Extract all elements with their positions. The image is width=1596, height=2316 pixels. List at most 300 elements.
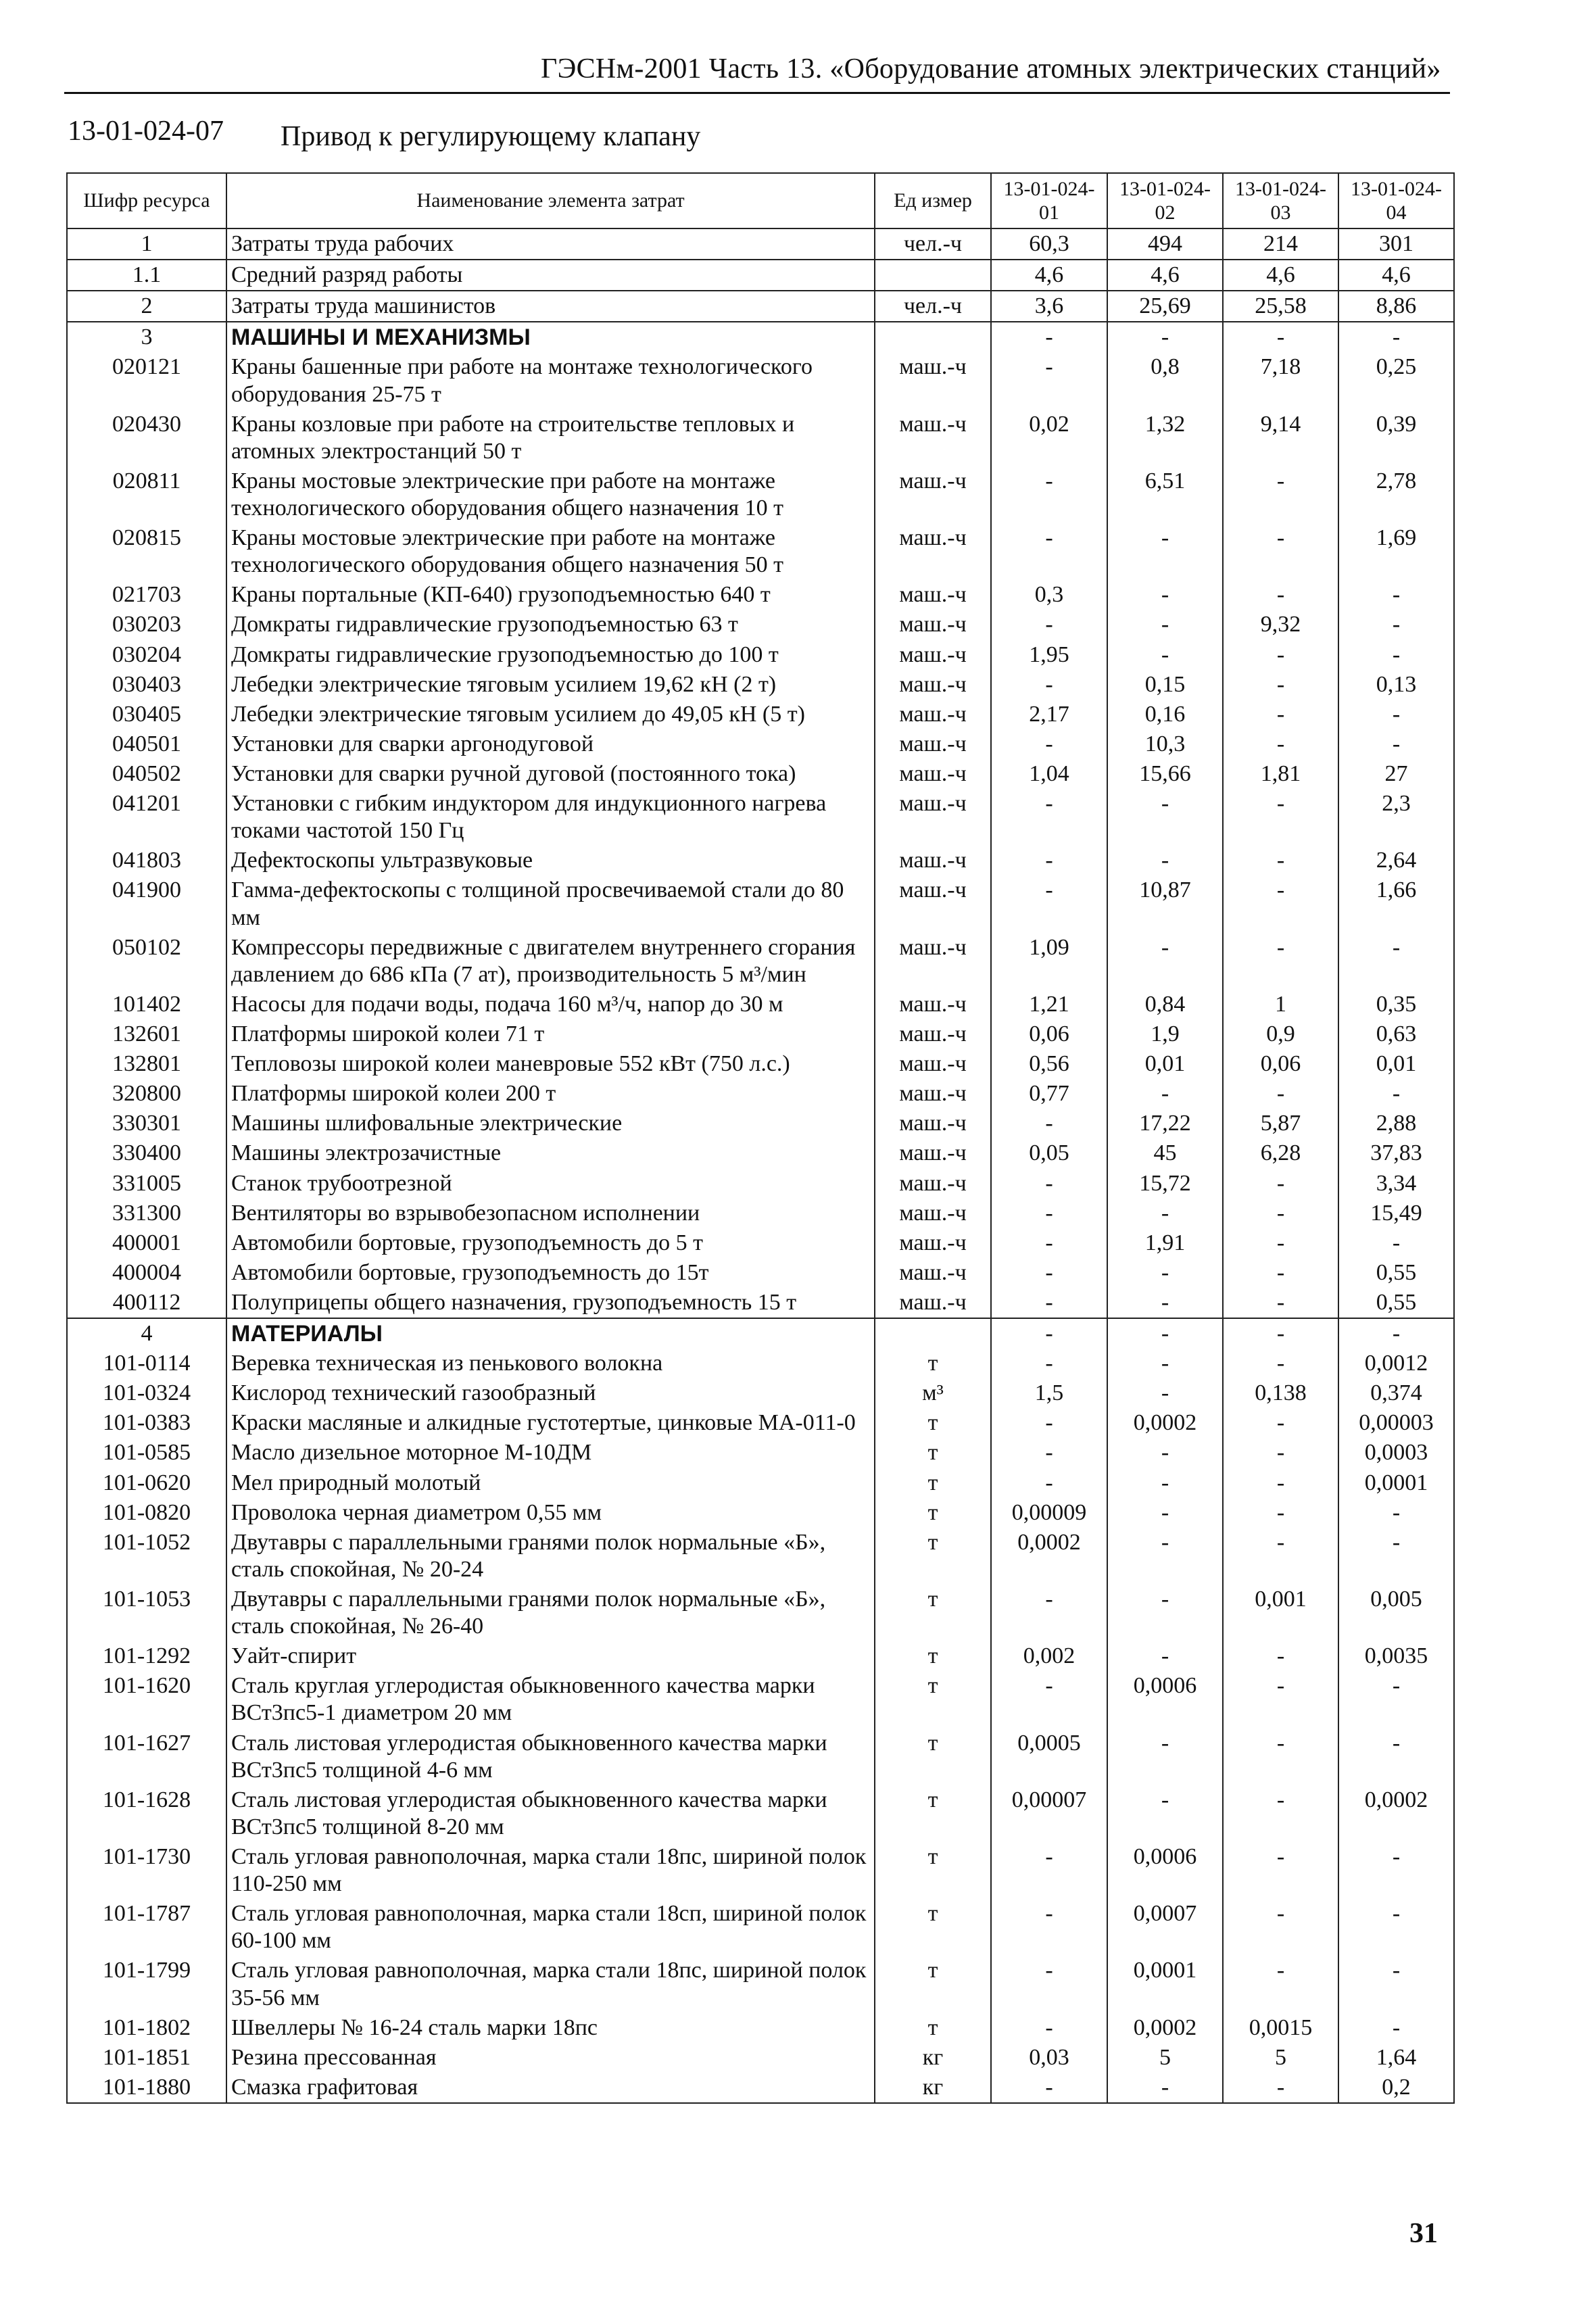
resource-name: Затраты труда машинистов — [226, 291, 875, 322]
table-row — [67, 1109, 1454, 1138]
value-col-3: 25,58 — [1223, 291, 1338, 322]
value-col-2: - — [1107, 1079, 1223, 1109]
resource-name: Домкраты гидравлические грузоподъемностью до 100 т — [226, 640, 875, 670]
resource-unit: маш.-ч — [875, 990, 991, 1019]
table-row — [67, 759, 1454, 789]
value-col-2: - — [1107, 789, 1223, 846]
value-col-1: - — [991, 352, 1107, 409]
header-code: Шифр ресурса — [67, 173, 226, 228]
value-col-2: - — [1107, 1438, 1223, 1468]
value-col-4: 301 — [1338, 228, 1454, 260]
resource-code: 101-1628 — [67, 1785, 226, 1842]
resource-unit — [875, 260, 991, 291]
resource-name: Установки с гибким индуктором для индукционного нагрева токами частотой 150 Гц — [226, 789, 875, 846]
page-number: 31 — [1409, 2218, 1438, 2249]
resource-code: 331005 — [67, 1169, 226, 1199]
value-col-4: 37,83 — [1338, 1138, 1454, 1168]
value-col-1: - — [991, 1318, 1107, 1349]
resource-unit: маш.-ч — [875, 1079, 991, 1109]
value-col-3: - — [1223, 1258, 1338, 1288]
value-col-2: - — [1107, 846, 1223, 875]
resource-code: 330301 — [67, 1109, 226, 1138]
resource-code: 101-1292 — [67, 1641, 226, 1671]
value-col-2: 15,72 — [1107, 1169, 1223, 1199]
resource-name: Смазка графитовая — [226, 2073, 875, 2103]
value-col-2: - — [1107, 933, 1223, 990]
value-col-4: - — [1338, 1498, 1454, 1528]
value-col-1: 60,3 — [991, 228, 1107, 260]
table-row — [67, 1641, 1454, 1671]
table-header-row — [67, 173, 1454, 228]
table-body — [67, 228, 1454, 2103]
value-col-3: 0,138 — [1223, 1378, 1338, 1408]
table-row — [67, 291, 1454, 322]
value-col-1: 0,0002 — [991, 1528, 1107, 1585]
value-col-3: 1,81 — [1223, 759, 1338, 789]
value-col-1: - — [991, 1349, 1107, 1378]
value-col-1: - — [991, 523, 1107, 580]
resource-code: 101-1052 — [67, 1528, 226, 1585]
value-col-2: - — [1107, 1468, 1223, 1498]
resource-name: Лебедки электрические тяговым усилием 19,62 кН (2 т) — [226, 670, 875, 700]
value-col-2: 0,0001 — [1107, 1956, 1223, 2012]
header-name: Наименование элемента затрат — [226, 173, 875, 228]
resource-name: Машины электрозачистные — [226, 1138, 875, 1168]
value-col-2: 15,66 — [1107, 759, 1223, 789]
value-col-3: 0,001 — [1223, 1585, 1338, 1641]
value-col-2: - — [1107, 1785, 1223, 1842]
table-row — [67, 1899, 1454, 1956]
table-row — [67, 1956, 1454, 2012]
value-col-4: 2,88 — [1338, 1109, 1454, 1138]
value-col-4: 4,6 — [1338, 260, 1454, 291]
value-col-1: - — [991, 1438, 1107, 1468]
resource-name: МАШИНЫ И МЕХАНИЗМЫ — [226, 322, 875, 352]
value-col-4: 2,3 — [1338, 789, 1454, 846]
value-col-4: 0,0003 — [1338, 1438, 1454, 1468]
value-col-2: 0,15 — [1107, 670, 1223, 700]
table-row — [67, 260, 1454, 291]
table-row — [67, 1671, 1454, 1728]
value-col-3: - — [1223, 1438, 1338, 1468]
value-col-3: 4,6 — [1223, 260, 1338, 291]
value-col-3: - — [1223, 1956, 1338, 2012]
value-col-1: 3,6 — [991, 291, 1107, 322]
resource-code: 101-0383 — [67, 1408, 226, 1438]
resource-unit: маш.-ч — [875, 1288, 991, 1318]
header-col-2: 13-01-024-02 — [1107, 173, 1223, 228]
resource-name: Краски масляные и алкидные густотертые, цинковые МА-011-0 — [226, 1408, 875, 1438]
value-col-2: 0,8 — [1107, 352, 1223, 409]
resource-unit: маш.-ч — [875, 640, 991, 670]
value-col-2: 0,0002 — [1107, 2013, 1223, 2043]
value-col-1: - — [991, 1899, 1107, 1956]
resource-code: 101-0820 — [67, 1498, 226, 1528]
resource-name: Сталь листовая углеродистая обыкновенного качества марки ВСт3пс5 толщиной 8-20 мм — [226, 1785, 875, 1842]
value-col-1: - — [991, 466, 1107, 523]
value-col-2: 25,69 — [1107, 291, 1223, 322]
value-col-4: 0,35 — [1338, 990, 1454, 1019]
value-col-3: - — [1223, 1408, 1338, 1438]
value-col-3: 5,87 — [1223, 1109, 1338, 1138]
table-row — [67, 990, 1454, 1019]
resource-name: Сталь угловая равнополочная, марка стали 18пс, шириной полок 110-250 мм — [226, 1842, 875, 1899]
resource-name: Сталь круглая углеродистая обыкновенного качества марки ВСт3пс5-1 диаметром 20 мм — [226, 1671, 875, 1728]
resource-name: Домкраты гидравлические грузоподъемностью 63 т — [226, 610, 875, 640]
cost-table — [66, 172, 1455, 2104]
resource-unit: маш.-ч — [875, 352, 991, 409]
value-col-3: - — [1223, 1785, 1338, 1842]
table-row — [67, 1438, 1454, 1468]
value-col-1: 0,0005 — [991, 1729, 1107, 1785]
table-row — [67, 1079, 1454, 1109]
value-col-2: - — [1107, 580, 1223, 610]
resource-code: 041201 — [67, 789, 226, 846]
value-col-3: - — [1223, 466, 1338, 523]
value-col-3: - — [1223, 1079, 1338, 1109]
resource-code: 020121 — [67, 352, 226, 409]
value-col-3: - — [1223, 640, 1338, 670]
value-col-1: - — [991, 1842, 1107, 1899]
value-col-4: - — [1338, 322, 1454, 352]
value-col-1: - — [991, 729, 1107, 759]
section-code: 13-01-024-07 — [68, 116, 224, 147]
value-col-4: 0,374 — [1338, 1378, 1454, 1408]
resource-name: Средний разряд работы — [226, 260, 875, 291]
resource-unit: маш.-ч — [875, 1169, 991, 1199]
resource-name: Краны козловые при работе на строительстве тепловых и атомных электростанций 50 т — [226, 410, 875, 466]
value-col-2: 0,0007 — [1107, 1899, 1223, 1956]
value-col-4: 0,39 — [1338, 410, 1454, 466]
value-col-1: 1,09 — [991, 933, 1107, 990]
resource-name: Резина прессованная — [226, 2043, 875, 2073]
table-row — [67, 1169, 1454, 1199]
value-col-4: 0,13 — [1338, 670, 1454, 700]
resource-code: 101-1787 — [67, 1899, 226, 1956]
resource-code: 030405 — [67, 700, 226, 729]
value-col-2: - — [1107, 2073, 1223, 2103]
resource-name: Краны башенные при работе на монтаже технологического оборудования 25-75 т — [226, 352, 875, 409]
value-col-4: - — [1338, 1671, 1454, 1728]
header-col-4: 13-01-024-04 — [1338, 173, 1454, 228]
value-col-1: - — [991, 1288, 1107, 1318]
table-row — [67, 1258, 1454, 1288]
value-col-3: - — [1223, 1199, 1338, 1228]
table-row — [67, 523, 1454, 580]
resource-unit: маш.-ч — [875, 759, 991, 789]
resource-name: Мел природный молотый — [226, 1468, 875, 1498]
value-col-1: - — [991, 1199, 1107, 1228]
resource-code: 101-1620 — [67, 1671, 226, 1728]
table-row — [67, 1585, 1454, 1641]
resource-code: 400004 — [67, 1258, 226, 1288]
value-col-4: - — [1338, 580, 1454, 610]
value-col-1: - — [991, 1258, 1107, 1288]
value-col-3: - — [1223, 1641, 1338, 1671]
resource-unit: т — [875, 1408, 991, 1438]
resource-code: 330400 — [67, 1138, 226, 1168]
resource-unit: маш.-ч — [875, 1228, 991, 1258]
value-col-1: - — [991, 2013, 1107, 2043]
value-col-1: - — [991, 789, 1107, 846]
value-col-2: - — [1107, 1585, 1223, 1641]
value-col-2: 0,01 — [1107, 1049, 1223, 1079]
value-col-1: - — [991, 1956, 1107, 2012]
resource-code: 101-0114 — [67, 1349, 226, 1378]
resource-name: Платформы широкой колеи 71 т — [226, 1019, 875, 1049]
value-col-2: - — [1107, 1199, 1223, 1228]
value-col-4: - — [1338, 610, 1454, 640]
table-row — [67, 1842, 1454, 1899]
table-row — [67, 670, 1454, 700]
resource-name: Станок трубоотрезной — [226, 1169, 875, 1199]
resource-name: Сталь угловая равнополочная, марка стали 18сп, шириной полок 60-100 мм — [226, 1899, 875, 1956]
resource-unit: маш.-ч — [875, 523, 991, 580]
resource-name: Машины шлифовальные электрические — [226, 1109, 875, 1138]
value-col-4: 0,55 — [1338, 1288, 1454, 1318]
resource-code: 030204 — [67, 640, 226, 670]
resource-code: 1 — [67, 228, 226, 260]
resource-name: МАТЕРИАЛЫ — [226, 1318, 875, 1349]
resource-name: Двутавры с параллельными гранями полок нормальные «Б», сталь спокойная, № 26-40 — [226, 1585, 875, 1641]
value-col-3: 214 — [1223, 228, 1338, 260]
resource-name: Установки для сварки ручной дуговой (постоянного тока) — [226, 759, 875, 789]
resource-code: 101402 — [67, 990, 226, 1019]
table-row — [67, 1049, 1454, 1079]
section-heading — [68, 115, 1447, 155]
value-col-4: 0,0035 — [1338, 1641, 1454, 1671]
table-row — [67, 322, 1454, 352]
value-col-2: - — [1107, 610, 1223, 640]
resource-unit: чел.-ч — [875, 291, 991, 322]
value-col-4: - — [1338, 700, 1454, 729]
value-col-4: 15,49 — [1338, 1199, 1454, 1228]
resource-name: Установки для сварки аргонодуговой — [226, 729, 875, 759]
value-col-3: 9,32 — [1223, 610, 1338, 640]
resource-code: 020811 — [67, 466, 226, 523]
resource-unit: т — [875, 1641, 991, 1671]
value-col-3: - — [1223, 1842, 1338, 1899]
resource-name: Швеллеры № 16-24 сталь марки 18пс — [226, 2013, 875, 2043]
resource-unit: маш.-ч — [875, 410, 991, 466]
resource-code: 331300 — [67, 1199, 226, 1228]
value-col-3: - — [1223, 1228, 1338, 1258]
resource-name: Автомобили бортовые, грузоподъемность до 5 т — [226, 1228, 875, 1258]
value-col-2: 0,0006 — [1107, 1671, 1223, 1728]
resource-code: 101-1851 — [67, 2043, 226, 2073]
value-col-2: 45 — [1107, 1138, 1223, 1168]
value-col-3: 0,0015 — [1223, 2013, 1338, 2043]
resource-unit: т — [875, 1528, 991, 1585]
resource-unit: маш.-ч — [875, 875, 991, 932]
value-col-2: - — [1107, 1729, 1223, 1785]
value-col-4: - — [1338, 1899, 1454, 1956]
resource-name: Автомобили бортовые, грузоподъемность до 15т — [226, 1258, 875, 1288]
value-col-1: 0,77 — [991, 1079, 1107, 1109]
value-col-2: - — [1107, 1378, 1223, 1408]
value-col-3: 6,28 — [1223, 1138, 1338, 1168]
value-col-4: - — [1338, 2013, 1454, 2043]
resource-code: 1.1 — [67, 260, 226, 291]
resource-code: 101-0324 — [67, 1378, 226, 1408]
resource-unit: маш.-ч — [875, 1109, 991, 1138]
table-row — [67, 1019, 1454, 1049]
resource-unit: т — [875, 1468, 991, 1498]
value-col-1: 1,95 — [991, 640, 1107, 670]
resource-unit — [875, 322, 991, 352]
value-col-1: - — [991, 846, 1107, 875]
value-col-3: - — [1223, 1169, 1338, 1199]
value-col-1: 0,00007 — [991, 1785, 1107, 1842]
resource-unit: маш.-ч — [875, 729, 991, 759]
value-col-4: 3,34 — [1338, 1169, 1454, 1199]
resource-unit: маш.-ч — [875, 610, 991, 640]
resource-name: Сталь листовая углеродистая обыкновенного качества марки ВСт3пс5 толщиной 4-6 мм — [226, 1729, 875, 1785]
resource-unit: маш.-ч — [875, 1199, 991, 1228]
value-col-2: - — [1107, 1288, 1223, 1318]
resource-code: 101-1730 — [67, 1842, 226, 1899]
value-col-1: 0,002 — [991, 1641, 1107, 1671]
value-col-1: 0,56 — [991, 1049, 1107, 1079]
resource-unit: т — [875, 1438, 991, 1468]
value-col-4: 0,0002 — [1338, 1785, 1454, 1842]
resource-name: Платформы широкой колеи 200 т — [226, 1079, 875, 1109]
value-col-1: 0,00009 — [991, 1498, 1107, 1528]
table-row — [67, 933, 1454, 990]
resource-unit: кг — [875, 2073, 991, 2103]
value-col-3: - — [1223, 1288, 1338, 1318]
value-col-3: - — [1223, 1528, 1338, 1585]
value-col-4: - — [1338, 933, 1454, 990]
resource-name: Краны мостовые электрические при работе на монтаже технологического оборудования общего назначения 50 т — [226, 523, 875, 580]
value-col-3: 7,18 — [1223, 352, 1338, 409]
resource-code: 4 — [67, 1318, 226, 1349]
resource-unit: маш.-ч — [875, 1019, 991, 1049]
value-col-2: 10,87 — [1107, 875, 1223, 932]
value-col-4: 0,0012 — [1338, 1349, 1454, 1378]
resource-name: Масло дизельное моторное М-10ДМ — [226, 1438, 875, 1468]
value-col-1: - — [991, 1228, 1107, 1258]
table-row — [67, 1199, 1454, 1228]
value-col-3: - — [1223, 700, 1338, 729]
value-col-4: - — [1338, 1318, 1454, 1349]
table-row — [67, 1378, 1454, 1408]
resource-name: Проволока черная диаметром 0,55 мм — [226, 1498, 875, 1528]
value-col-1: - — [991, 670, 1107, 700]
resource-name: Насосы для подачи воды, подача 160 м³/ч, напор до 30 м — [226, 990, 875, 1019]
value-col-4: - — [1338, 640, 1454, 670]
resource-code: 101-1802 — [67, 2013, 226, 2043]
value-col-4: - — [1338, 1228, 1454, 1258]
resource-code: 101-1880 — [67, 2073, 226, 2103]
resource-code: 101-0585 — [67, 1438, 226, 1468]
value-col-2: 0,84 — [1107, 990, 1223, 1019]
value-col-4: 0,01 — [1338, 1049, 1454, 1079]
resource-name: Кислород технический газообразный — [226, 1378, 875, 1408]
table-row — [67, 875, 1454, 932]
value-col-1: - — [991, 1408, 1107, 1438]
resource-unit: м³ — [875, 1378, 991, 1408]
resource-code: 030203 — [67, 610, 226, 640]
table-row — [67, 1138, 1454, 1168]
resource-code: 050102 — [67, 933, 226, 990]
value-col-2: 0,0006 — [1107, 1842, 1223, 1899]
resource-code: 021703 — [67, 580, 226, 610]
resource-name: Краны портальные (КП-640) грузоподъемностью 640 т — [226, 580, 875, 610]
value-col-4: - — [1338, 1842, 1454, 1899]
value-col-2: - — [1107, 1318, 1223, 1349]
resource-code: 132801 — [67, 1049, 226, 1079]
resource-code: 040502 — [67, 759, 226, 789]
value-col-2: 1,9 — [1107, 1019, 1223, 1049]
resource-unit: маш.-ч — [875, 789, 991, 846]
value-col-2: 4,6 — [1107, 260, 1223, 291]
resource-unit: т — [875, 1956, 991, 2012]
value-col-3: 0,9 — [1223, 1019, 1338, 1049]
resource-unit: т — [875, 1671, 991, 1728]
value-col-4: 1,66 — [1338, 875, 1454, 932]
resource-name: Дефектоскопы ультразвуковые — [226, 846, 875, 875]
value-col-4: 1,64 — [1338, 2043, 1454, 2073]
value-col-2: 0,16 — [1107, 700, 1223, 729]
resource-unit: чел.-ч — [875, 228, 991, 260]
table-row — [67, 2013, 1454, 2043]
value-col-1: - — [991, 322, 1107, 352]
value-col-3: - — [1223, 1468, 1338, 1498]
resource-code: 400112 — [67, 1288, 226, 1318]
table-row — [67, 2043, 1454, 2073]
table-row — [67, 700, 1454, 729]
resource-name: Сталь угловая равнополочная, марка стали 18пс, шириной полок 35-56 мм — [226, 1956, 875, 2012]
value-col-2: 1,32 — [1107, 410, 1223, 466]
value-col-1: - — [991, 1585, 1107, 1641]
resource-code: 030403 — [67, 670, 226, 700]
resource-unit: маш.-ч — [875, 580, 991, 610]
value-col-2: - — [1107, 1498, 1223, 1528]
value-col-1: 1,5 — [991, 1378, 1107, 1408]
table-row — [67, 1349, 1454, 1378]
value-col-1: 0,3 — [991, 580, 1107, 610]
value-col-4: 0,005 — [1338, 1585, 1454, 1641]
value-col-2: - — [1107, 640, 1223, 670]
resource-code: 101-1799 — [67, 1956, 226, 2012]
resource-name: Лебедки электрические тяговым усилием до 49,05 кН (5 т) — [226, 700, 875, 729]
resource-name: Краны мостовые электрические при работе на монтаже технологического оборудования общего назначения 10 т — [226, 466, 875, 523]
value-col-4: 2,64 — [1338, 846, 1454, 875]
section-title: Привод к регулирующему клапану — [281, 121, 701, 152]
value-col-3: - — [1223, 729, 1338, 759]
table-row — [67, 410, 1454, 466]
value-col-4: 1,69 — [1338, 523, 1454, 580]
resource-code: 041900 — [67, 875, 226, 932]
value-col-1: - — [991, 875, 1107, 932]
table-row — [67, 1498, 1454, 1528]
resource-code: 101-0620 — [67, 1468, 226, 1498]
resource-code: 020815 — [67, 523, 226, 580]
value-col-3: - — [1223, 1899, 1338, 1956]
value-col-1: 2,17 — [991, 700, 1107, 729]
value-col-4: 0,0001 — [1338, 1468, 1454, 1498]
resource-unit: маш.-ч — [875, 1258, 991, 1288]
value-col-3: - — [1223, 1349, 1338, 1378]
table-row — [67, 1228, 1454, 1258]
resource-unit: маш.-ч — [875, 933, 991, 990]
value-col-1: - — [991, 1109, 1107, 1138]
resource-unit: т — [875, 1899, 991, 1956]
resource-unit: маш.-ч — [875, 846, 991, 875]
value-col-4: - — [1338, 1729, 1454, 1785]
table-row — [67, 789, 1454, 846]
